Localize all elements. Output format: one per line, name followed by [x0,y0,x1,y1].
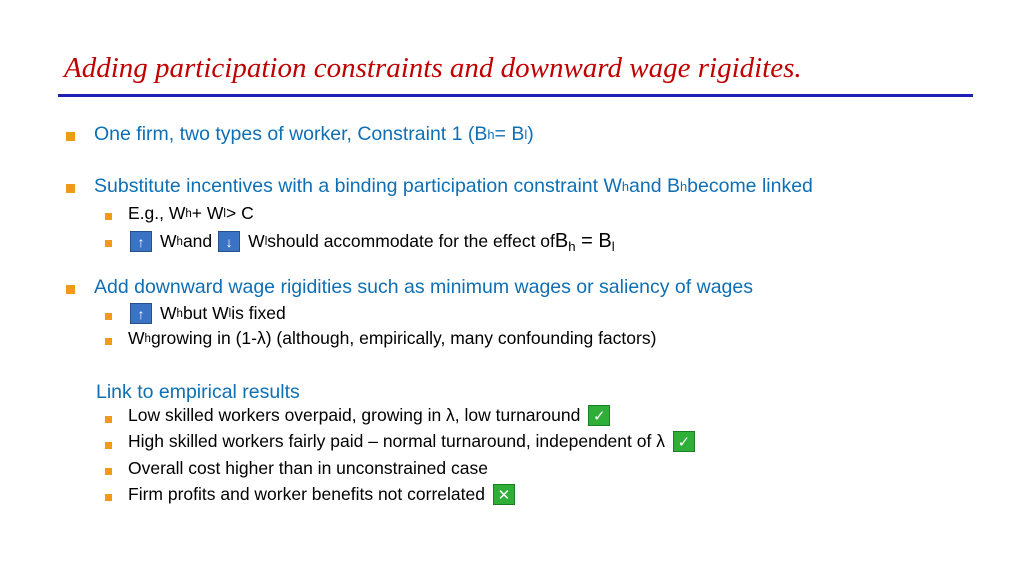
text: > C [225,203,254,223]
sub-bullet-marker [105,442,112,449]
text: is fixed [231,303,286,323]
text: = B [494,123,525,145]
text: Substitute incentives with a binding participation constraint W [94,175,622,197]
bullet-marker [66,285,75,294]
arrow-up-icon: ↑ [130,303,152,324]
sub-bullet-marker [105,468,112,475]
subscript: h [568,238,576,254]
text: E.g., W [128,203,186,223]
result-item [128,431,695,452]
text: and B [629,175,680,197]
sub-bullet-marker [105,494,112,501]
text: Firm profits and worker benefits not correlated [128,484,485,504]
sub-bullet-wh-growing: W h growing in (1-λ) (although, empirically, many confounding factors) [128,328,657,348]
text: + W [191,203,224,223]
result-item [128,484,515,505]
arrow-down-icon: ↓ [218,231,240,252]
sub-bullet-marker [105,416,112,423]
text: One firm, two types of worker, Constraint 1 (B [94,123,488,145]
text: growing in (1-λ) (although, empirically, many confounding factors) [150,328,657,348]
result-item [128,458,488,479]
sub-bullet-marker [105,213,112,220]
check-icon: ✓ [588,405,610,426]
text: W [160,231,177,251]
sub-bullet-marker [105,338,112,345]
text: W [248,231,265,251]
sub-bullet-wh-but-wl: ↑ W h but W l is fixed [130,303,286,324]
text: = B [575,230,612,252]
text: ) [527,123,534,145]
text: should accommodate for the effect of [267,231,555,251]
text: become linked [687,175,813,197]
text: W [160,303,177,323]
text: High skilled workers fairly paid – normal turnaround, independent of λ [128,431,665,451]
bullet-marker [66,132,75,141]
slide-title: Adding participation constraints and downward wage rigidites. [64,52,802,84]
text: W [128,328,145,348]
text: but W [182,303,229,323]
subscript: l [611,238,615,254]
bullet-one-firm: One firm, two types of worker, Constraint 1 (B h = B l ) [94,123,534,145]
arrow-up-icon: ↑ [130,231,152,252]
sub-bullet-marker [105,240,112,247]
title-divider [58,94,973,97]
sub-bullet-example: E.g., W h + W l > C [128,203,254,223]
text: Low skilled workers overpaid, growing in λ, low turnaround [128,405,581,425]
text: and [182,231,213,251]
cross-icon: ✕ [493,484,515,505]
check-icon: ✓ [673,431,695,452]
text: B [554,230,569,252]
bullet-marker [66,184,75,193]
result-item [128,405,610,426]
bullet-substitute-incentives: Substitute incentives with a binding participation constraint W h and B h become linked [94,175,813,197]
sub-bullet-accommodate: ↑ W h and ↓ W l should accommodate for the effect of $B_h = B_l$ [130,230,615,253]
sub-bullet-marker [105,313,112,320]
bullet-wage-rigidities: Add downward wage rigidities such as minimum wages or saliency of wages [94,276,753,298]
empirical-results-heading: Link to empirical results [96,381,300,403]
text: Overall cost higher than in unconstrained case [128,458,488,478]
